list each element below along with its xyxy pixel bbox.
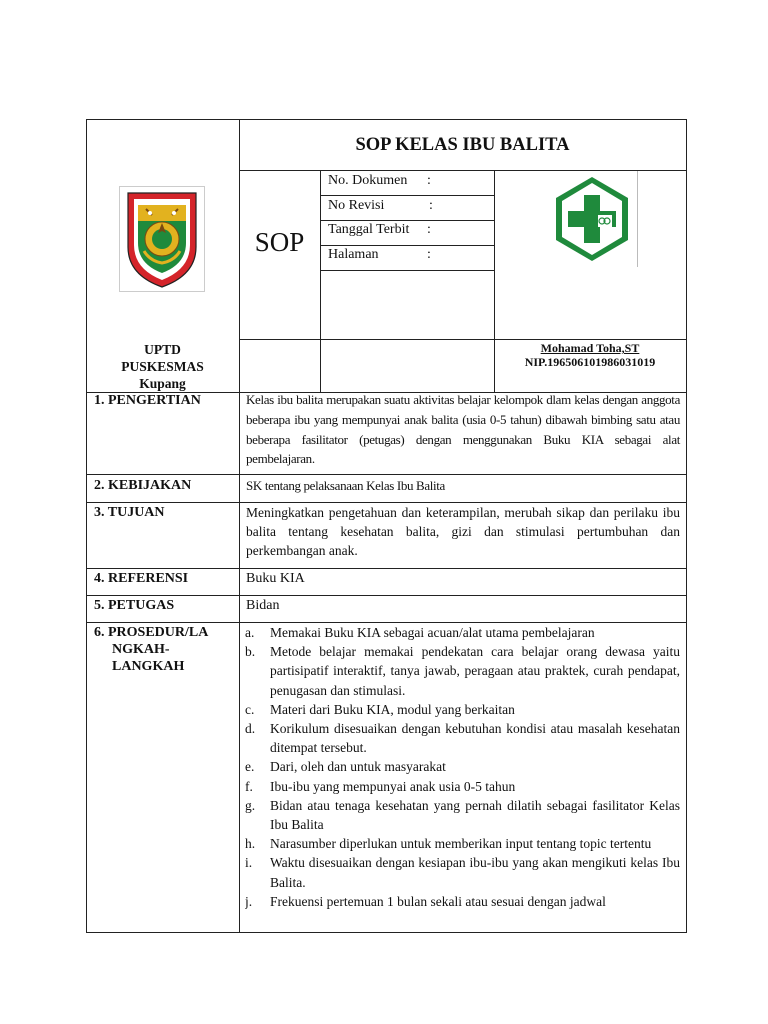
puskesmas-logo <box>548 171 638 267</box>
field-divider-4 <box>320 270 494 271</box>
section-text-petugas: Bidan <box>246 598 280 613</box>
section-text-kebijakan: SK tentang pelaksanaan Kelas Ibu Balita <box>246 478 445 493</box>
section-label-referensi: 4. REFERENSI <box>94 571 189 586</box>
list-item: b. Metode belajar memakai pendekatan cara belajar orang dewasa yaitu partisipatif interaktif, tanya jawab, peragaan atau praktek, curah pendapat, penugasan dan stimulasi. <box>245 644 680 698</box>
row-divider-kebijakan <box>86 474 687 475</box>
section-label-prosedur-cont: NGKAH- <box>112 642 170 657</box>
table-border-left <box>86 119 87 932</box>
field-divider-1 <box>320 195 494 196</box>
list-item: g. Bidan atau tenaga kesehatan yang pernah dilatih sebagai fasilitator Kelas Ibu Balita <box>245 797 680 833</box>
signatory-nip: NIP.196506101986031019 <box>524 355 656 369</box>
list-item: j. Frekuensi pertemuan 1 bulan sekali atau sesuai dengan jadwal <box>245 893 606 909</box>
document-title: SOP KELAS IBU BALITA <box>355 135 570 155</box>
table-border-top <box>86 119 687 120</box>
section-label-tujuan: 3. TUJUAN <box>94 505 165 520</box>
list-item: h. Narasumber diperlukan untuk memberikan input tentang topic tertentu <box>245 836 652 852</box>
list-item: e. Dari, oleh dan untuk masyarakat <box>245 759 446 775</box>
field-label-halaman: Halaman <box>328 247 379 262</box>
institution-location: Kupang <box>139 376 186 391</box>
section-label-pengertian: 1. PENGERTIAN <box>94 393 201 408</box>
institution-puskesmas: PUSKESMAS <box>121 359 204 374</box>
row-divider-referensi <box>86 568 687 569</box>
section-text-tujuan: Meningkatkan pengetahuan dan keterampilan, merubah sikap dan perilaku ibu balita tentang kesehatan balita, gizi dan stimulasi pertumbuhan dan perkembangan anak. <box>246 505 680 558</box>
row-divider-petugas <box>86 595 687 596</box>
section-label-prosedur: 6. PROSEDUR/LA <box>94 625 209 640</box>
crest-icon <box>120 187 204 291</box>
section-label-kebijakan: 2. KEBIJAKAN <box>94 478 192 493</box>
institution-uptd: UPTD <box>144 342 181 357</box>
list-item: i. Waktu disesuaikan dengan kesiapan ibu-ibu yang akan mengikuti kelas Ibu Balita. <box>245 855 680 890</box>
column-divider-sop <box>320 170 321 392</box>
list-item: f. Ibu-ibu yang mempunyai anak usia 0-5 tahun <box>245 778 516 794</box>
field-label-no-dokumen: No. Dokumen <box>328 173 408 188</box>
sop-label: SOP <box>254 227 305 257</box>
regional-crest-logo <box>119 186 205 292</box>
table-border-bottom <box>86 932 687 933</box>
section-label-prosedur-cont: LANGKAH <box>112 659 185 674</box>
section-label-petugas: 5. PETUGAS <box>94 598 175 613</box>
field-label-no-revisi: No Revisi <box>328 198 385 213</box>
section-text-pengertian: Kelas ibu balita merupakan suatu aktivitas belajar kelompok dlam kelas dengan anggota beberapa ibu yang mempunyai anak balita (usia 0-5 tahun) dibawah bimbing satu atau beberapa fasilitator (petugas) dengan menggunakan Buku KIA sebagai alat pembelajaran. <box>246 392 680 467</box>
field-label-tanggal-terbit: Tanggal Terbit <box>328 222 410 237</box>
procedure-list <box>245 623 680 931</box>
puskesmas-cross-icon <box>548 171 636 267</box>
signatory-name: Mohamad Toha,ST <box>540 341 640 355</box>
table-border-right <box>686 119 687 932</box>
signature-row-divider <box>239 339 687 340</box>
list-item: c. Materi dari Buku KIA, modul yang berkaitan <box>245 701 515 717</box>
field-separator: : <box>427 222 431 237</box>
field-separator: : <box>427 247 431 262</box>
list-item: a. Memakai Buku KIA sebagai acuan/alat utama pembelajaran <box>245 625 595 640</box>
field-separator: : <box>427 173 431 188</box>
list-item: d. Korikulum disesuaikan dengan kebutuhan kondisi atau masalah kesehatan ditempat tersebut. <box>245 721 680 756</box>
section-text-referensi: Buku KIA <box>246 571 305 586</box>
field-separator: : <box>429 198 433 213</box>
